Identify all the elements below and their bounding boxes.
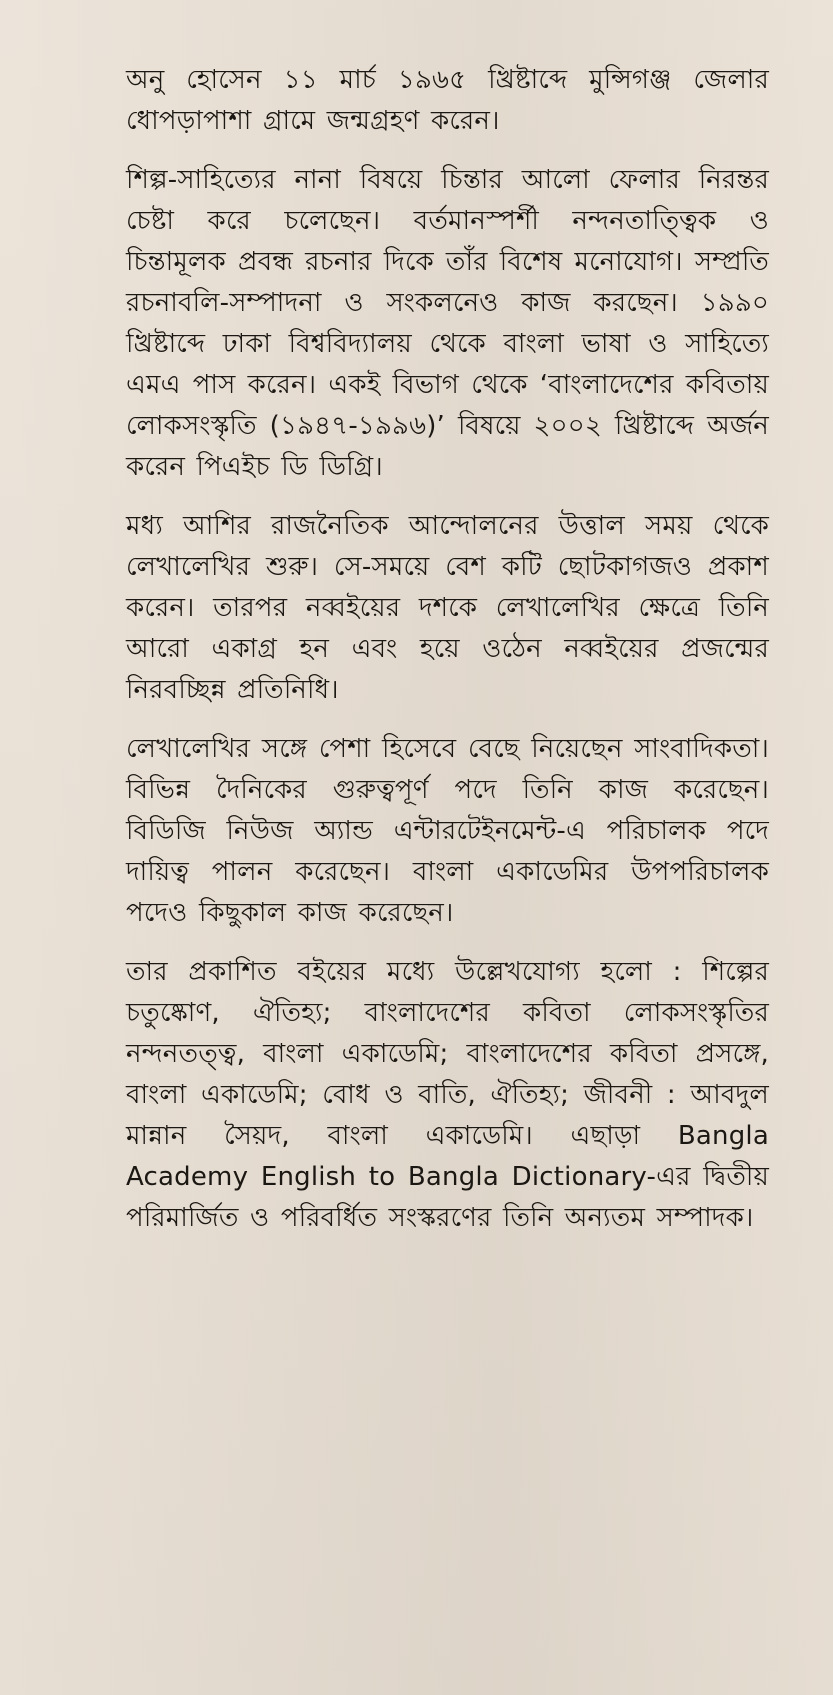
bio-paragraph-birth: অনু হোসেন ১১ মার্চ ১৯৬৫ খ্রিষ্টাব্দে মুন্সিগঞ্জ জেলার ধোপড়াপাশা গ্রামে জন্মগ্রহণ করেন। [126,65,769,136]
bio-paragraph-education: শিল্প-সাহিত্যের নানা বিষয়ে চিন্তার আলো ফেলার নিরন্তর চেষ্টা করে চলেছেন। বর্তমানস্পর্শী নন্দনতাত্ত্বিক ও চিন্তামূলক প্রবন্ধ রচনার দিকে তাঁর বিশেষ মনোযোগ। সম্প্রতি রচনাবলি-সম্পাদনা ও সংকলনেও কাজ করছেন। ১৯৯০ খ্রিষ্টাব্দে ঢাকা বিশ্ববিদ্যালয় থেকে বাংলা ভাষা ও সাহিত্যে এমএ পাস করেন। একই বিভাগ থেকে ‘বাংলাদেশের কবিতায় লোকসংস্কৃতি (১৯৪৭-১৯৯৬)’ বিষয়ে ২০০২ খ্রিষ্টাব্দে অর্জন করেন পিএইচ ডি ডিগ্রি। [126,165,769,482]
bio-paragraph-publications: তার প্রকাশিত বইয়ের মধ্যে উল্লেখযোগ্য হলো : শিল্পের চতুষ্কোণ, ঐতিহ্য; বাংলাদেশের কবিতা লোকসংস্কৃতির নন্দনতত্ত্ব, বাংলা একাডেমি; বাংলাদেশের কবিতা প্রসঙ্গে, বাংলা একাডেমি; বোধ ও বাতি, ঐতিহ্য; জীবনী : আবদুল মান্নান সৈয়দ, বাংলা একাডেমি। এছাড়া Bangla Academy English to Bangla Dictionary-এর দ্বিতীয় পরিমার্জিত ও পরিবর্ধিত সংস্করণের তিনি অন্যতম সম্পাদক। [126,957,769,1233]
author-biography [126,60,769,1239]
bio-paragraph-writing-career: মধ্য আশির রাজনৈতিক আন্দোলনের উত্তাল সময় থেকে লেখালেখির শুরু। সে-সময়ে বেশ কটি ছোটকাগজও প্রকাশ করেন। তারপর নব্বইয়ের দশকে লেখালেখির ক্ষেত্রে তিনি আরো একাগ্র হন এবং হয়ে ওঠেন নব্বইয়ের প্রজন্মের নিরবচ্ছিন্ন প্রতিনিধি। [126,511,769,705]
bio-paragraph-profession: লেখালেখির সঙ্গে পেশা হিসেবে বেছে নিয়েছেন সাংবাদিকতা। বিভিন্ন দৈনিকের গুরুত্বপূর্ণ পদে তিনি কাজ করেছেন। বিডিজি নিউজ অ্যান্ড এন্টারটেইনমেন্ট-এ পরিচালক পদে দায়িত্ব পালন করেছেন। বাংলা একাডেমির উপপরিচালক পদেও কিছুকাল কাজ করেছেন। [126,734,769,928]
